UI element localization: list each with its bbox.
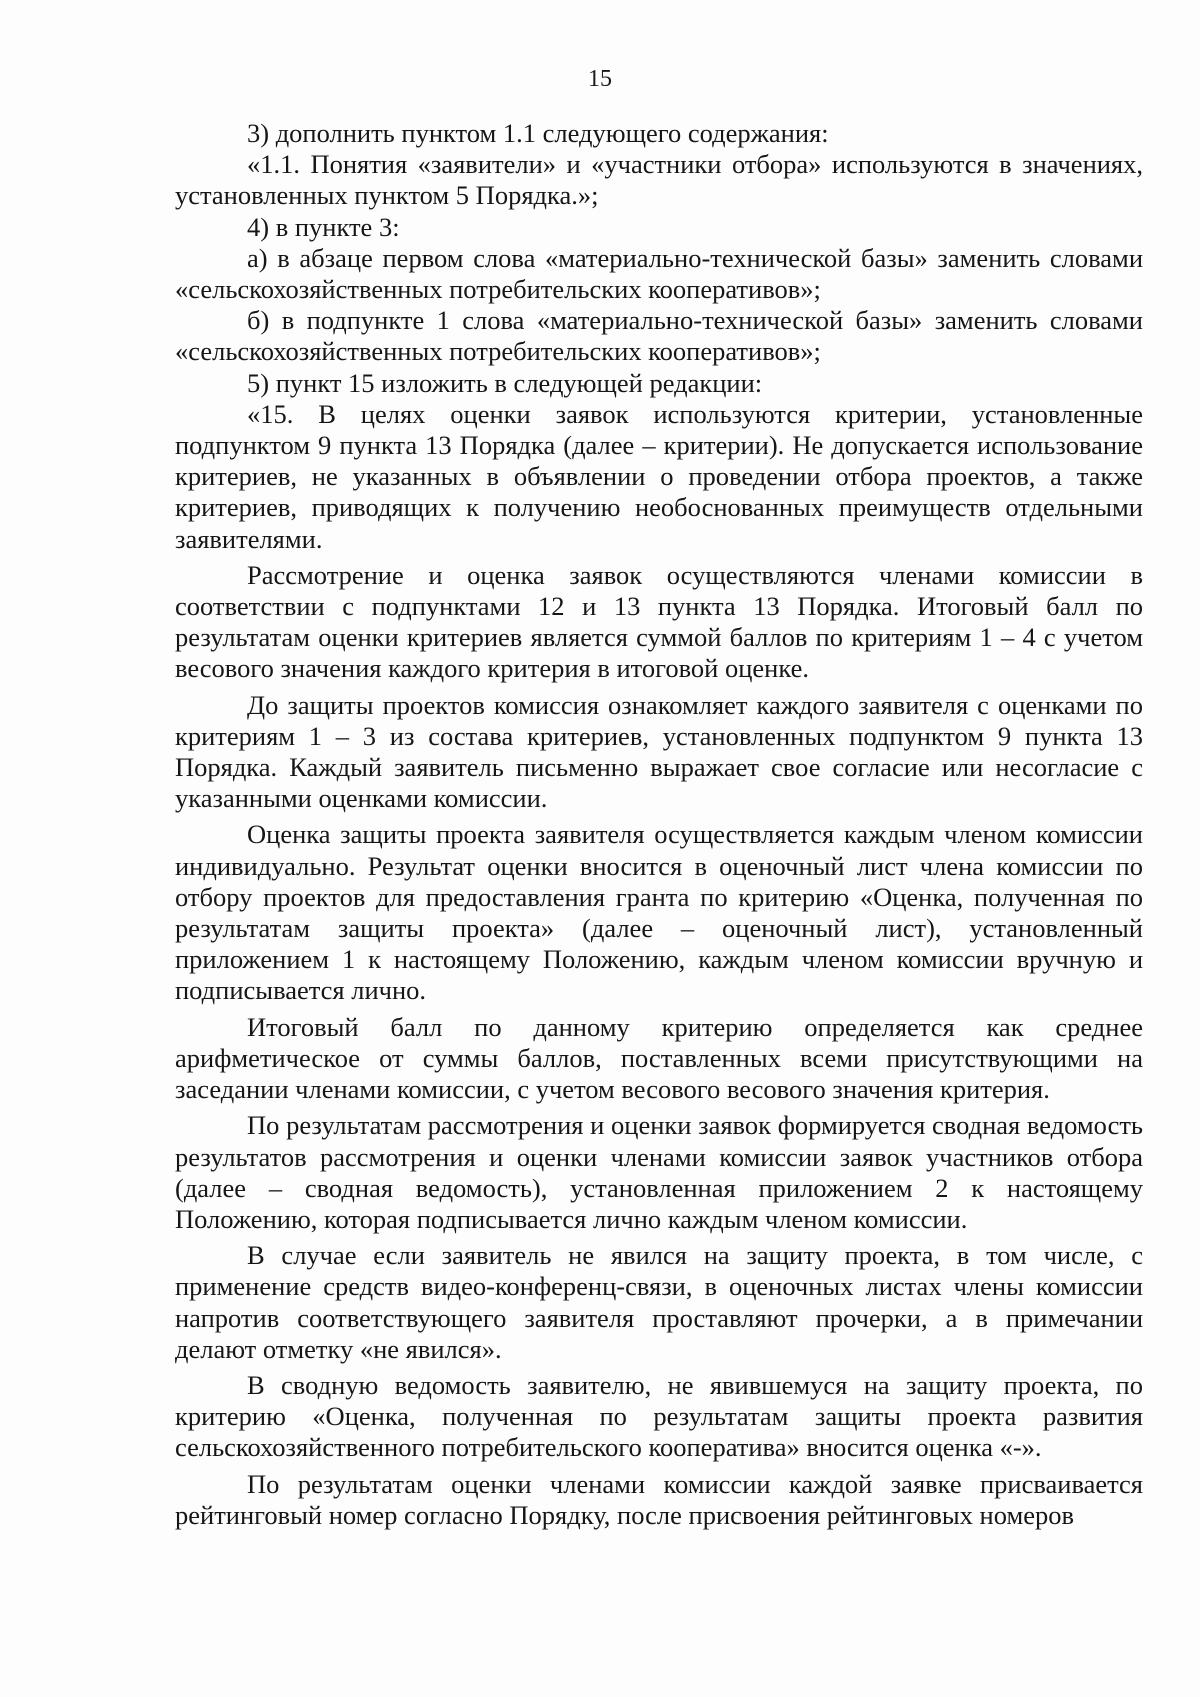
paragraph-rating: По результатам оценки членами комиссии каждой заявке присваивается рейтинговый номер согласно Порядку, после присвоения рейтинговых номеров	[175, 1468, 1143, 1530]
paragraph-item-5: 5) пункт 15 изложить в следующей редакции:	[247, 367, 763, 398]
paragraph-absent-applicant: В случае если заявитель не явился на защиту проекта, в том числе, с применение средств видео-конференц-связи, в оценочных листах члены комиссии напротив соответствующего заявителя проставляют прочерки, а в примечании делают отметку «не явился».	[175, 1240, 1143, 1364]
paragraph-absent-score: В сводную ведомость заявителю, не явившемуся на защиту проекта, по критерию «Оценка, полученная по результатам защиты проекта развития сельскохозяйственного потребительского кооператива» вносится оценка «-».	[175, 1369, 1143, 1463]
paragraph-item-4: 4) в пункте 3:	[247, 211, 400, 242]
document-body	[175, 118, 1143, 1531]
paragraph-definitions: «1.1. Понятия «заявители» и «участники отбора» используются в значениях, установленных пунктом 5 Порядка.»;	[175, 149, 1143, 211]
paragraph-item-3: 3) дополнить пунктом 1.1 следующего содержания:	[247, 118, 829, 148]
paragraph-defense-evaluation: Оценка защиты проекта заявителя осуществляется каждым членом комиссии индивидуально. Результат оценки вносится в оценочный лист члена комиссии по отбору проектов для предоставления гранта по критерию «Оценка, полученная по результатам защиты проекта» (далее – оценочный лист), установленный приложением 1 к настоящему Положению, каждым членом комиссии вручную и подписывается лично.	[175, 819, 1143, 1006]
paragraph-item-4b: б) в подпункте 1 слова «материально-технической базы» заменить словами «сельскохозяйственных потребительских кооперативов»;	[175, 305, 1143, 367]
paragraph-final-score: Итоговый балл по данному критерию определяется как среднее арифметическое от суммы баллов, поставленных всеми присутствующими на заседании членами комиссии, с учетом весового весового значения критерия.	[175, 1011, 1143, 1105]
paragraph-summary-statement: По результатам рассмотрения и оценки заявок формируется сводная ведомость результатов рассмотрения и оценки членами комиссии заявок участников отбора (далее – сводная ведомость), установленная приложением 2 к настоящему Положению, которая подписывается лично каждым членом комиссии.	[175, 1110, 1143, 1234]
paragraph-pre-defense: До защиты проектов комиссия ознакомляет каждого заявителя с оценками по критериям 1 – 3 из состава критериев, установленных подпунктом 9 пункта 13 Порядка. Каждый заявитель письменно выражает свое согласие или несогласие с указанными оценками комиссии.	[175, 689, 1143, 814]
paragraph-review-assessment: Рассмотрение и оценка заявок осуществляются членами комиссии в соответствии с подпунктами 12 и 13 пункта 13 Порядка. Итоговый балл по результатам оценки критериев является суммой баллов по критериям 1 – 4 с учетом весового значения каждого критерия в итоговой оценке.	[175, 559, 1143, 684]
page-number: 15	[588, 66, 612, 92]
paragraph-item-4a: а) в абзаце первом слова «материально-технической базы» заменить словами «сельскохозяйственных потребительских кооперативов»;	[175, 242, 1143, 305]
paragraph-point-15: «15. В целях оценки заявок используются критерии, установленные подпунктом 9 пункта 13 Порядка (далее – критерии). Не допускается использование критериев, не указанных в объявлении о проведении отбора проектов, а также критериев, приводящих к получению необоснованных преимуществ отдельными заявителями.	[175, 398, 1143, 554]
